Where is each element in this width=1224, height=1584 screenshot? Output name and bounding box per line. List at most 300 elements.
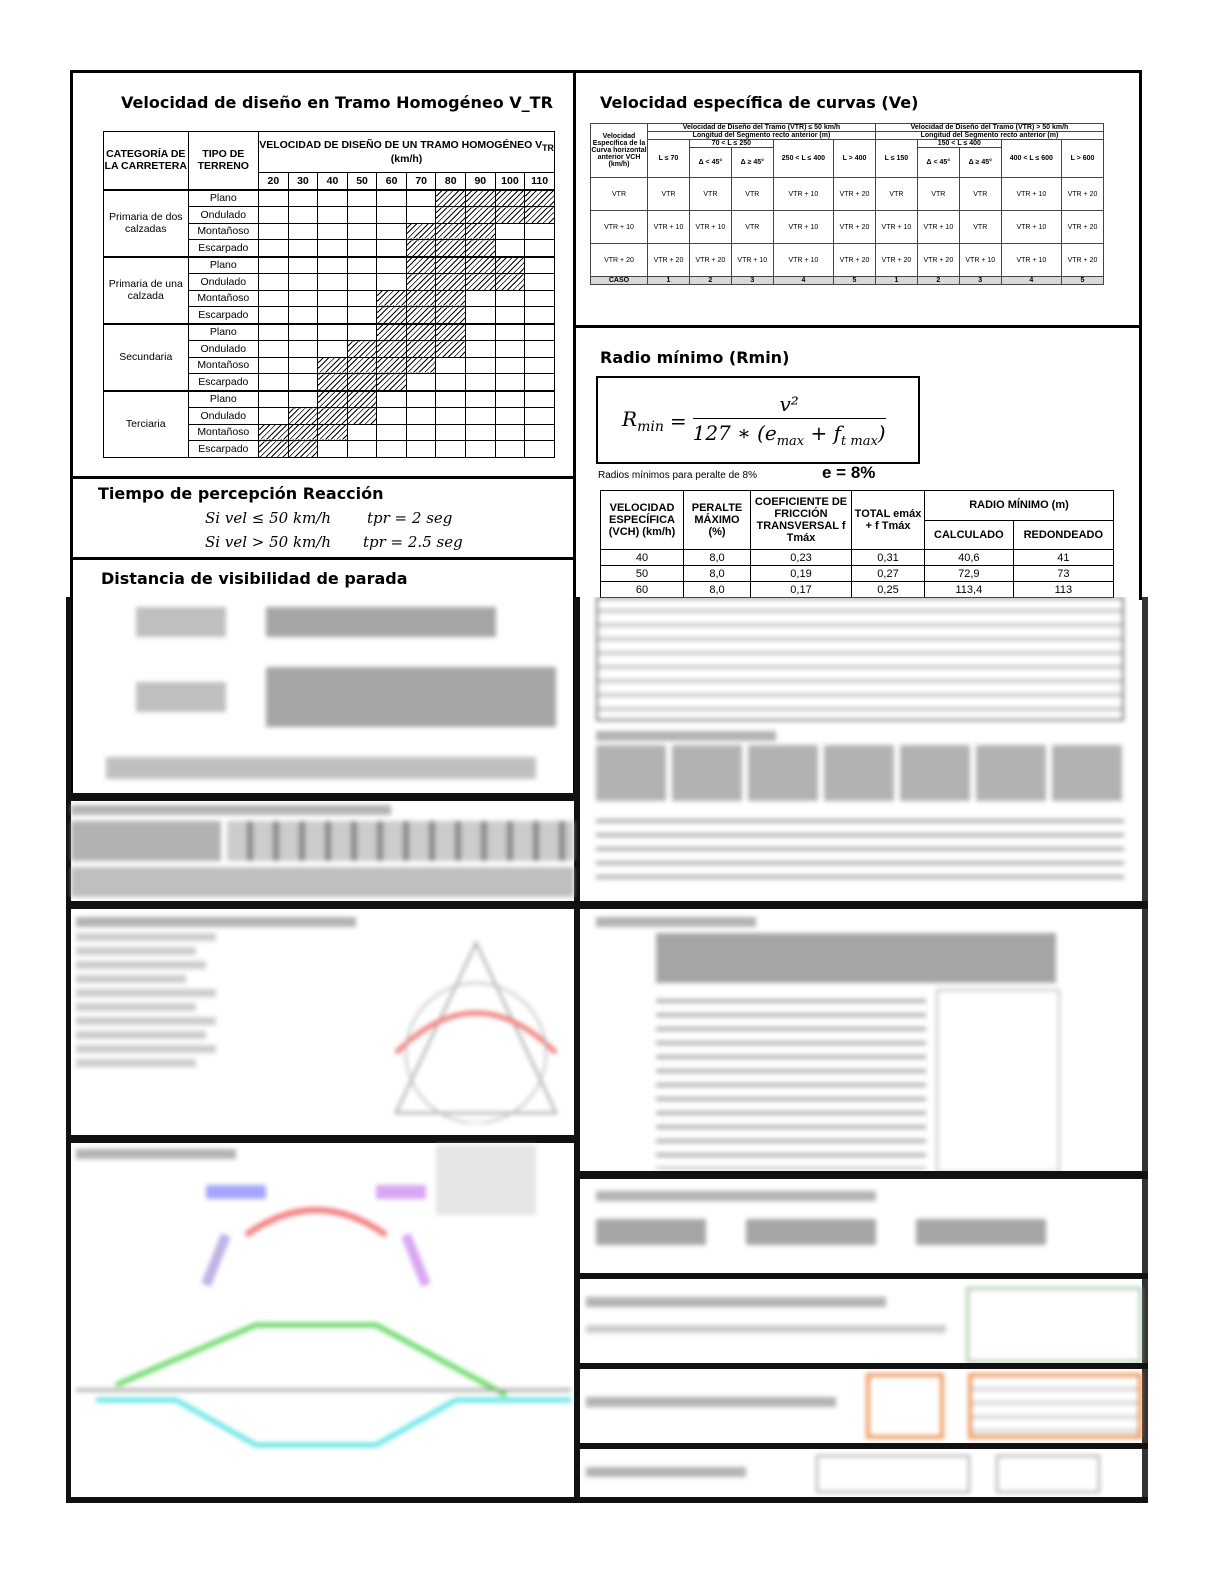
ve-cell: VTR + 20 — [834, 244, 876, 277]
vtr-cell-hatched — [288, 441, 318, 458]
vtr-cell — [259, 324, 289, 341]
vtr-category: Secundaria — [104, 324, 189, 391]
ve-section — [573, 70, 1142, 328]
vtr-cell-hatched — [495, 207, 525, 224]
ve-cell: VTR — [959, 211, 1001, 244]
vtr-cell-hatched — [436, 341, 466, 358]
ve-table — [590, 123, 1104, 285]
vtr-title: Velocidad de diseño en Tramo Homogéneo V_TR — [121, 93, 553, 112]
vtr-terrain: Montañoso — [188, 290, 259, 307]
vtr-cell-hatched — [406, 257, 436, 274]
vtr-cell-hatched — [377, 290, 407, 307]
rmin-e-label: e = 8% — [822, 463, 876, 482]
ve-cell: VTR + 20 — [1061, 211, 1103, 244]
vtr-cell-hatched — [259, 441, 289, 458]
vtr-speed-col: 90 — [466, 173, 496, 190]
vtr-cell-hatched — [466, 240, 496, 257]
vtr-cell — [406, 408, 436, 425]
vtr-cell — [259, 190, 289, 207]
ve-case: 1 — [875, 277, 917, 285]
rmin-cell: 8,0 — [684, 566, 751, 582]
rmin-caption: Radios mínimos para peralte de 8% — [598, 470, 757, 481]
vtr-cell — [347, 223, 377, 240]
vtr-cell — [377, 257, 407, 274]
vtr-cell — [406, 374, 436, 391]
vtr-col-category: CATEGORÍA DE LA CARRETERA — [104, 132, 189, 190]
rmin-cell: 8,0 — [684, 582, 751, 598]
vtr-cell — [377, 207, 407, 224]
vtr-cell-hatched — [466, 274, 496, 291]
vtr-row — [104, 257, 555, 274]
ve-cell: VTR + 10 — [591, 211, 648, 244]
ve-row — [591, 211, 1104, 244]
ve-cell: VTR — [648, 178, 690, 211]
rmin-cell: 50 — [601, 566, 684, 582]
vtr-cell-hatched — [347, 408, 377, 425]
ve-header-high: Velocidad de Diseño del Tramo (VTR) > 50 km/h — [875, 124, 1103, 132]
vtr-cell — [259, 307, 289, 324]
vtr-cell-hatched — [377, 357, 407, 374]
blurred-curve-elements — [76, 913, 571, 1133]
ve-range-high: 150 < L ≤ 400 — [917, 140, 1001, 148]
rmin-table — [600, 490, 1114, 598]
vtr-terrain: Escarpado — [188, 374, 259, 391]
vtr-cell — [347, 240, 377, 257]
blurred-transition-diagram — [76, 1145, 571, 1495]
vtr-terrain: Montañoso — [188, 223, 259, 240]
tpr-line2: Si vel > 50 km/h tpr = 2.5 seg — [205, 533, 463, 551]
vtr-cell — [347, 324, 377, 341]
ve-subcol: 400 < L ≤ 600 — [1001, 140, 1061, 178]
vtr-cell-hatched — [288, 424, 318, 441]
ve-cell: VTR + 20 — [1061, 244, 1103, 277]
vtr-cell-hatched — [436, 274, 466, 291]
vtr-speed-col: 60 — [377, 173, 407, 190]
ve-cell: VTR — [875, 178, 917, 211]
ve-cell: VTR + 10 — [648, 211, 690, 244]
ve-row — [591, 244, 1104, 277]
ve-case-row — [591, 277, 1104, 285]
vtr-cell — [318, 324, 348, 341]
vtr-cell — [466, 341, 496, 358]
dvp-title: Distancia de visibilidad de parada — [101, 569, 408, 588]
rmin-cell: 113,4 — [925, 582, 1014, 598]
rmin-cell: 40 — [601, 550, 684, 566]
vtr-speed-col: 110 — [525, 173, 555, 190]
vtr-cell — [318, 240, 348, 257]
vtr-cell — [259, 408, 289, 425]
rmin-cell: 73 — [1013, 566, 1113, 582]
vtr-cell-hatched — [377, 374, 407, 391]
rmin-lhs: $R_{min}$ — [622, 406, 664, 435]
ve-cell: VTR + 20 — [591, 244, 648, 277]
vtr-cell — [495, 374, 525, 391]
vtr-cell-hatched — [347, 391, 377, 408]
blurred-stopping-formulas — [126, 607, 566, 787]
ve-corner: Velocidad Específica de la Curva horizontal anterior VCH (km/h) — [591, 124, 648, 178]
ve-cell: VTR — [959, 178, 1001, 211]
ve-case-label: CASO — [591, 277, 648, 285]
vtr-cell-hatched — [495, 274, 525, 291]
vtr-cell-hatched — [288, 408, 318, 425]
vtr-cell-hatched — [318, 408, 348, 425]
vtr-category: Terciaria — [104, 391, 189, 458]
vtr-cell — [288, 207, 318, 224]
vtr-cell — [347, 307, 377, 324]
vtr-cell-hatched — [318, 374, 348, 391]
vtr-cell-hatched — [436, 324, 466, 341]
ve-cell: VTR — [731, 178, 773, 211]
vtr-cell — [466, 357, 496, 374]
rmin-cell: 40,6 — [925, 550, 1014, 566]
vtr-cell — [259, 207, 289, 224]
vtr-cell — [347, 257, 377, 274]
vtr-cell — [525, 257, 555, 274]
rmin-cell: 0,23 — [751, 550, 852, 566]
vtr-speed-col: 100 — [495, 173, 525, 190]
vtr-cell-hatched — [406, 223, 436, 240]
blurred-friction-table — [71, 801, 574, 901]
rmin-numerator: v² — [779, 392, 799, 416]
ve-cell: VTR + 10 — [773, 244, 833, 277]
tpr-section — [70, 476, 576, 560]
vtr-cell-hatched — [525, 190, 555, 207]
ve-cell: VTR + 20 — [689, 244, 731, 277]
ve-subcol: Δ ≥ 45° — [959, 148, 1001, 178]
rmin-cell: 0,17 — [751, 582, 852, 598]
ve-cell: VTR — [591, 178, 648, 211]
rmin-cell: 0,25 — [852, 582, 925, 598]
vtr-terrain: Ondulado — [188, 341, 259, 358]
vtr-cell — [288, 290, 318, 307]
ve-subcol: L ≤ 150 — [875, 140, 917, 178]
ve-cell: VTR + 10 — [689, 211, 731, 244]
vtr-cell — [259, 391, 289, 408]
rmin-col-speed: VELOCIDAD ESPECÍFICA (VCH) (km/h) — [601, 491, 684, 550]
vtr-speed-col: 70 — [406, 173, 436, 190]
ve-case: 3 — [731, 277, 773, 285]
rmin-title: Radio mínimo (Rmin) — [600, 348, 790, 367]
vtr-cell-hatched — [318, 424, 348, 441]
vtr-cell — [436, 408, 466, 425]
vtr-cell — [495, 424, 525, 441]
rmin-col-total: TOTAL emáx + f Tmáx — [852, 491, 925, 550]
vtr-cell — [377, 424, 407, 441]
ve-cell: VTR + 20 — [875, 244, 917, 277]
vtr-terrain: Ondulado — [188, 274, 259, 291]
vtr-cell — [525, 441, 555, 458]
vtr-cell-hatched — [436, 240, 466, 257]
vtr-cell — [259, 341, 289, 358]
ve-case: 4 — [1001, 277, 1061, 285]
ve-subcol: Δ ≥ 45° — [731, 148, 773, 178]
vtr-cell — [466, 324, 496, 341]
vtr-cell — [436, 391, 466, 408]
vtr-cell — [406, 441, 436, 458]
ve-subcol: Δ < 45° — [917, 148, 959, 178]
ve-cell: VTR — [731, 211, 773, 244]
ve-cell: VTR + 10 — [773, 211, 833, 244]
vtr-cell — [377, 274, 407, 291]
blurred-peralte-formulas — [596, 1187, 1126, 1267]
blurred-final-row — [586, 1455, 1126, 1495]
vtr-speed-col: 30 — [288, 173, 318, 190]
vtr-cell — [288, 357, 318, 374]
vtr-cell — [259, 274, 289, 291]
rmin-cell: 0,31 — [852, 550, 925, 566]
vtr-cell — [495, 341, 525, 358]
vtr-cell — [495, 391, 525, 408]
vtr-cell — [288, 374, 318, 391]
vtr-cell — [525, 408, 555, 425]
vtr-cell — [288, 341, 318, 358]
ve-header-len-low: Longitud del Segmento recto anterior (m) — [648, 132, 876, 140]
rmin-cell: 0,27 — [852, 566, 925, 582]
vtr-terrain: Plano — [188, 391, 259, 408]
blurred-superelevation-check — [586, 1373, 1142, 1439]
ve-subcol: 250 < L ≤ 400 — [773, 140, 833, 178]
rmin-col-calculated: CALCULADO — [925, 520, 1014, 550]
vtr-section — [70, 70, 576, 479]
vtr-cell — [259, 223, 289, 240]
ve-cell: VTR — [917, 178, 959, 211]
vtr-cell — [377, 190, 407, 207]
vtr-cell — [436, 357, 466, 374]
vtr-cell — [406, 391, 436, 408]
vtr-speed-col: 20 — [259, 173, 289, 190]
vtr-cell — [288, 240, 318, 257]
vtr-cell-hatched — [347, 374, 377, 391]
vtr-cell — [466, 424, 496, 441]
vtr-cell — [525, 374, 555, 391]
rmin-cell: 0,19 — [751, 566, 852, 582]
vtr-cell-hatched — [377, 341, 407, 358]
ve-cell: VTR + 10 — [1001, 244, 1061, 277]
vtr-cell — [406, 207, 436, 224]
ve-header-low: Velocidad de Diseño del Tramo (VTR) ≤ 50 km/h — [648, 124, 876, 132]
vtr-cell-hatched — [406, 274, 436, 291]
vtr-speed-col: 40 — [318, 173, 348, 190]
rmin-section — [573, 325, 1142, 600]
rmin-formula-box — [596, 376, 920, 464]
ve-cell: VTR + 10 — [959, 244, 1001, 277]
vtr-cell — [288, 257, 318, 274]
vtr-cell — [377, 441, 407, 458]
vtr-cell — [377, 223, 407, 240]
rmin-row — [601, 582, 1114, 598]
rmin-col-rounded: REDONDEADO — [1013, 520, 1113, 550]
ve-cell: VTR + 10 — [1001, 178, 1061, 211]
vtr-cell — [406, 190, 436, 207]
vtr-terrain: Ondulado — [188, 408, 259, 425]
vtr-cell — [525, 391, 555, 408]
vtr-row — [104, 324, 555, 341]
vtr-cell — [318, 207, 348, 224]
vtr-cell — [318, 290, 348, 307]
vtr-cell-hatched — [377, 307, 407, 324]
vtr-cell — [377, 408, 407, 425]
vtr-cell-hatched — [466, 190, 496, 207]
vtr-cell — [347, 274, 377, 291]
vtr-cell — [318, 341, 348, 358]
blurred-curve-length — [586, 1287, 1136, 1363]
vtr-cell — [259, 357, 289, 374]
vtr-cell — [377, 240, 407, 257]
vtr-cell — [288, 307, 318, 324]
vtr-terrain: Escarpado — [188, 441, 259, 458]
vtr-cell — [318, 441, 348, 458]
ve-case: 2 — [917, 277, 959, 285]
vtr-cell — [525, 324, 555, 341]
ve-subcol: L > 400 — [834, 140, 876, 178]
ve-subcol: Δ < 45° — [689, 148, 731, 178]
vtr-cell — [495, 240, 525, 257]
vtr-terrain: Escarpado — [188, 240, 259, 257]
vtr-cell — [495, 324, 525, 341]
rmin-cell: 60 — [601, 582, 684, 598]
vtr-cell — [347, 441, 377, 458]
tpr-line1: Si vel ≤ 50 km/h tpr = 2 seg — [205, 509, 453, 527]
vtr-cell — [466, 391, 496, 408]
vtr-cell-hatched — [436, 223, 466, 240]
vtr-cell-hatched — [406, 290, 436, 307]
ve-case: 4 — [773, 277, 833, 285]
vtr-cell — [347, 290, 377, 307]
vtr-category: Primaria de una calzada — [104, 257, 189, 324]
vtr-cell — [288, 274, 318, 291]
vtr-cell — [525, 240, 555, 257]
vtr-cell — [288, 223, 318, 240]
vtr-cell-hatched — [436, 207, 466, 224]
vtr-table — [103, 131, 555, 458]
vtr-cell-hatched — [466, 223, 496, 240]
ve-range-low: 70 < L ≤ 250 — [689, 140, 773, 148]
vtr-cell — [377, 391, 407, 408]
vtr-cell-hatched — [347, 341, 377, 358]
vtr-cell — [288, 324, 318, 341]
vtr-cell — [318, 190, 348, 207]
vtr-speed-col: 50 — [347, 173, 377, 190]
vtr-cell — [347, 190, 377, 207]
vtr-cell-hatched — [436, 257, 466, 274]
blurred-rmin-table-2 — [596, 727, 1124, 897]
vtr-cell-hatched — [436, 290, 466, 307]
vtr-cell — [318, 257, 348, 274]
vtr-cell — [525, 357, 555, 374]
ve-case: 5 — [1061, 277, 1103, 285]
ve-case: 5 — [834, 277, 876, 285]
vtr-cell — [318, 223, 348, 240]
blurred-region — [66, 597, 1152, 1503]
vtr-cell-hatched — [466, 207, 496, 224]
vtr-cell — [288, 190, 318, 207]
vtr-cell-hatched — [495, 190, 525, 207]
rmin-row — [601, 566, 1114, 582]
ve-cell: VTR + 20 — [834, 178, 876, 211]
vtr-cell-hatched — [406, 357, 436, 374]
vtr-cell — [495, 307, 525, 324]
vtr-col-speed-header: VELOCIDAD DE DISEÑO DE UN TRAMO HOMOGÉNEO $V_{TR}$ (km/h) — [259, 132, 555, 173]
vtr-cell — [525, 223, 555, 240]
ve-case: 3 — [959, 277, 1001, 285]
rmin-row — [601, 550, 1114, 566]
ve-subcol: L > 600 — [1061, 140, 1103, 178]
vtr-row — [104, 190, 555, 207]
vtr-cell — [259, 257, 289, 274]
vtr-cell — [495, 290, 525, 307]
vtr-speed-col: 80 — [436, 173, 466, 190]
vtr-cell — [525, 274, 555, 291]
vtr-cell-hatched — [318, 357, 348, 374]
vtr-terrain: Plano — [188, 190, 259, 207]
vtr-cell — [495, 408, 525, 425]
vtr-cell-hatched — [406, 324, 436, 341]
vtr-terrain: Montañoso — [188, 357, 259, 374]
vtr-terrain: Plano — [188, 257, 259, 274]
vtr-cell-hatched — [436, 307, 466, 324]
ve-cell: VTR + 10 — [875, 211, 917, 244]
rmin-cell: 72,9 — [925, 566, 1014, 582]
vtr-terrain: Plano — [188, 324, 259, 341]
vtr-cell — [318, 274, 348, 291]
vtr-cell — [436, 374, 466, 391]
vtr-cell — [466, 307, 496, 324]
ve-title: Velocidad específica de curvas (Ve) — [600, 93, 919, 112]
rmin-col-radius: RADIO MÍNIMO (m) — [925, 491, 1114, 521]
ve-cell: VTR + 20 — [917, 244, 959, 277]
vtr-cell — [495, 223, 525, 240]
rmin-col-friction: COEFICIENTE DE FRICCIÓN TRANSVERSAL f Tmáx — [751, 491, 852, 550]
vtr-cell — [495, 441, 525, 458]
ve-case: 2 — [689, 277, 731, 285]
vtr-cell-hatched — [525, 207, 555, 224]
vtr-terrain: Ondulado — [188, 207, 259, 224]
vtr-cell — [259, 240, 289, 257]
vtr-cell-hatched — [406, 341, 436, 358]
vtr-cell — [525, 290, 555, 307]
ve-cell: VTR + 20 — [648, 244, 690, 277]
vtr-cell-hatched — [436, 190, 466, 207]
vtr-cell — [347, 207, 377, 224]
ve-cell: VTR + 10 — [731, 244, 773, 277]
ve-cell: VTR — [689, 178, 731, 211]
vtr-cell-hatched — [347, 357, 377, 374]
vtr-cell — [466, 374, 496, 391]
vtr-cell — [466, 408, 496, 425]
vtr-cell — [347, 424, 377, 441]
vtr-cell-hatched — [259, 424, 289, 441]
vtr-terrain: Escarpado — [188, 307, 259, 324]
ve-cell: VTR + 10 — [773, 178, 833, 211]
ve-cell: VTR + 20 — [1061, 178, 1103, 211]
vtr-category: Primaria de dos calzadas — [104, 190, 189, 257]
vtr-cell-hatched — [318, 391, 348, 408]
blurred-peralte-table — [596, 913, 1126, 1173]
rmin-cell: 41 — [1013, 550, 1113, 566]
vtr-cell-hatched — [406, 240, 436, 257]
vtr-cell — [436, 441, 466, 458]
vtr-cell — [259, 290, 289, 307]
vtr-col-terrain: TIPO DE TERRENO — [188, 132, 259, 190]
vtr-cell — [525, 424, 555, 441]
ve-case: 1 — [648, 277, 690, 285]
ve-cell: VTR + 20 — [834, 211, 876, 244]
rmin-formula: $R_{min}$ = v² 127 ∗ $(e_{max} + f_{t max})$ — [622, 392, 886, 449]
ve-cell: VTR + 10 — [917, 211, 959, 244]
vtr-cell — [318, 307, 348, 324]
ve-header-len-high: Longitud del Segmento recto anterior (m) — [875, 132, 1103, 140]
vtr-cell — [495, 357, 525, 374]
